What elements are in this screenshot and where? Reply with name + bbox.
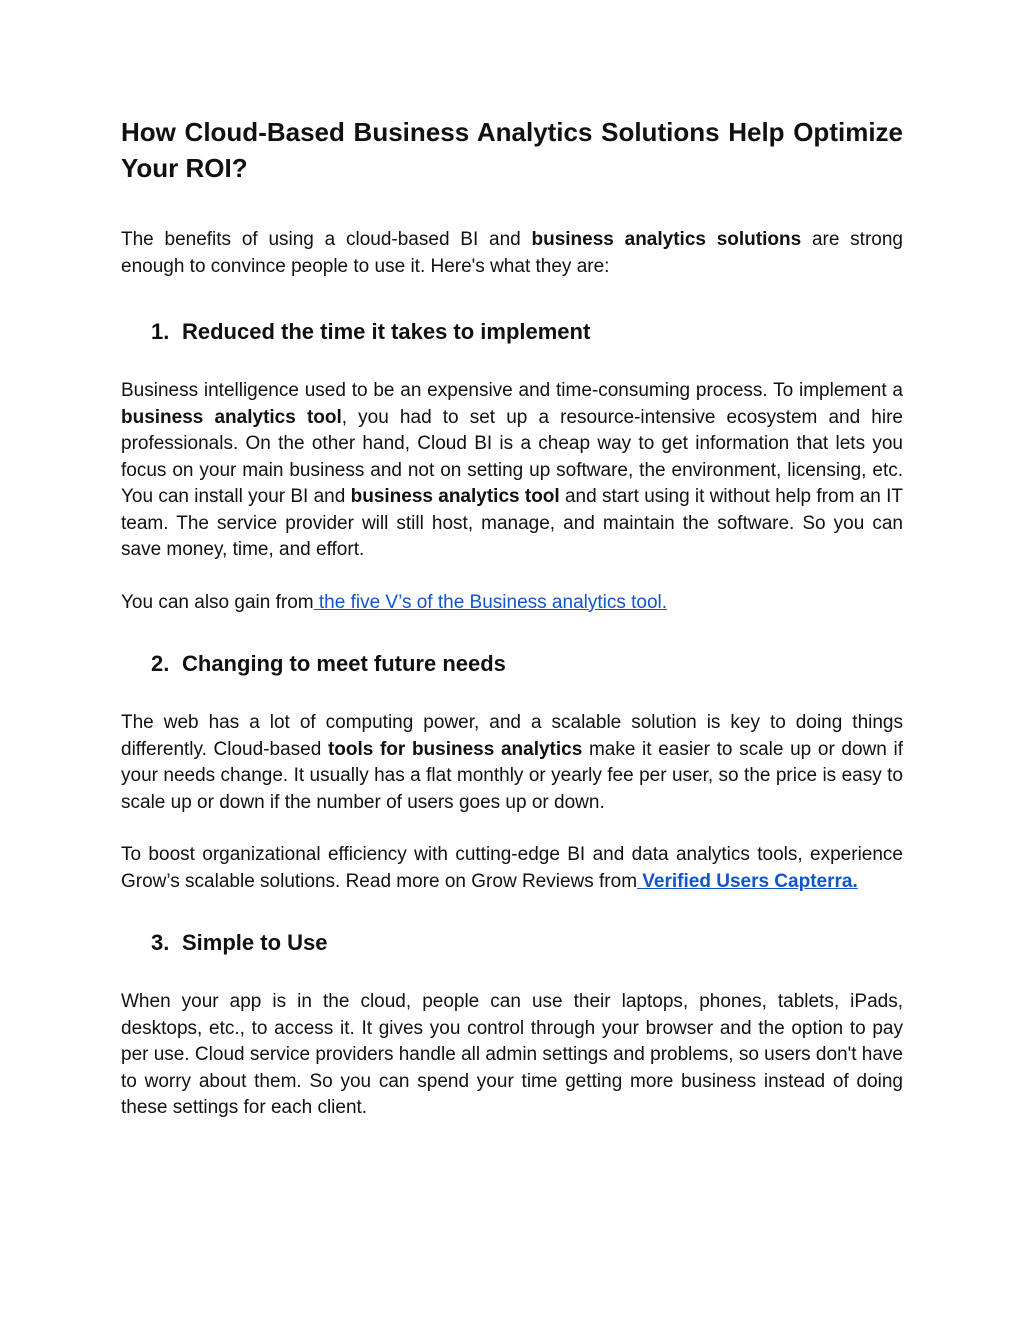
s2-bold-1: tools for business analytics	[327, 738, 583, 760]
intro-paragraph	[121, 227, 903, 280]
s1-text-3: and start using it without help from an IT team. The service provider will still host, manage, and maintain the software. So you can save money, time, and effort.	[121, 486, 903, 560]
document-page	[121, 114, 903, 1122]
s1-text-1: Business intelligence used to be an expensive and time-consuming process. To implement a	[121, 380, 903, 401]
section-2-heading	[121, 649, 903, 679]
s3-text-1: When your app is in the cloud, people can use their laptops, phones, tablets, iPads, desktops, etc., to access it. It gives you control through your browser and the option to pay per use. Cloud service providers handle all admin settings and problems, so users don't have to worry about them. So you can spend your time getting more business instead of doing these settings for each client.	[121, 991, 903, 1118]
s1-bold-2: business analytics tool	[350, 486, 560, 507]
section-3-paragraph	[121, 989, 903, 1122]
section-2-title: Changing to meet future needs	[182, 651, 506, 676]
section-2-extra-paragraph	[121, 842, 903, 895]
section-1-extra-paragraph	[121, 590, 903, 617]
s1-extra-text: You can also gain from	[121, 591, 314, 613]
section-3-title: Simple to Use	[182, 930, 328, 955]
s1-bold-1: business analytics tool	[121, 406, 342, 428]
section-3-number: 3.	[151, 930, 170, 955]
section-1-paragraph	[121, 378, 903, 564]
section-2-paragraph	[121, 710, 903, 816]
section-1-heading	[121, 317, 903, 347]
verified-users-capterra-link[interactable]: Verified Users Capterra.	[637, 870, 858, 892]
intro-text-1: The benefits of using a cloud-based BI and	[121, 229, 532, 250]
section-2-number: 2.	[151, 651, 170, 676]
s2-text-2: make it easier to scale up or down if your needs change. It usually has a flat monthly or yearly fee per user, so the price is easy to scale up or down if the number of users goes up or down.	[121, 738, 903, 813]
section-3-heading	[121, 928, 903, 958]
intro-bold-1: business analytics solutions	[531, 229, 802, 250]
page-title: How Cloud-Based Business Analytics Solutions Help Optimize Your ROI?	[121, 117, 903, 183]
s2-text-1: The web has a lot of computing power, and a scalable solution is key to doing things differently. Cloud-based	[121, 712, 903, 760]
intro-text-2: are strong enough to convince people to use it. Here's what they are:	[121, 229, 903, 277]
five-vs-link[interactable]: the five V’s of the Business analytics tool.	[313, 591, 668, 613]
s2-extra-text: To boost organizational efficiency with cutting-edge BI and data analytics tools, experience Grow’s scalable solutions. Read more on Grow Reviews from	[121, 844, 903, 892]
s1-text-2: , you had to set up a resource-intensive ecosystem and hire professionals. On the other hand, Cloud BI is a cheap way to get information that lets you focus on your main business and not on setting up software, the environment, licensing, etc. You can install your BI and	[121, 406, 903, 507]
section-1-number: 1.	[151, 319, 170, 344]
section-1-title: Reduced the time it takes to implement	[182, 319, 591, 344]
